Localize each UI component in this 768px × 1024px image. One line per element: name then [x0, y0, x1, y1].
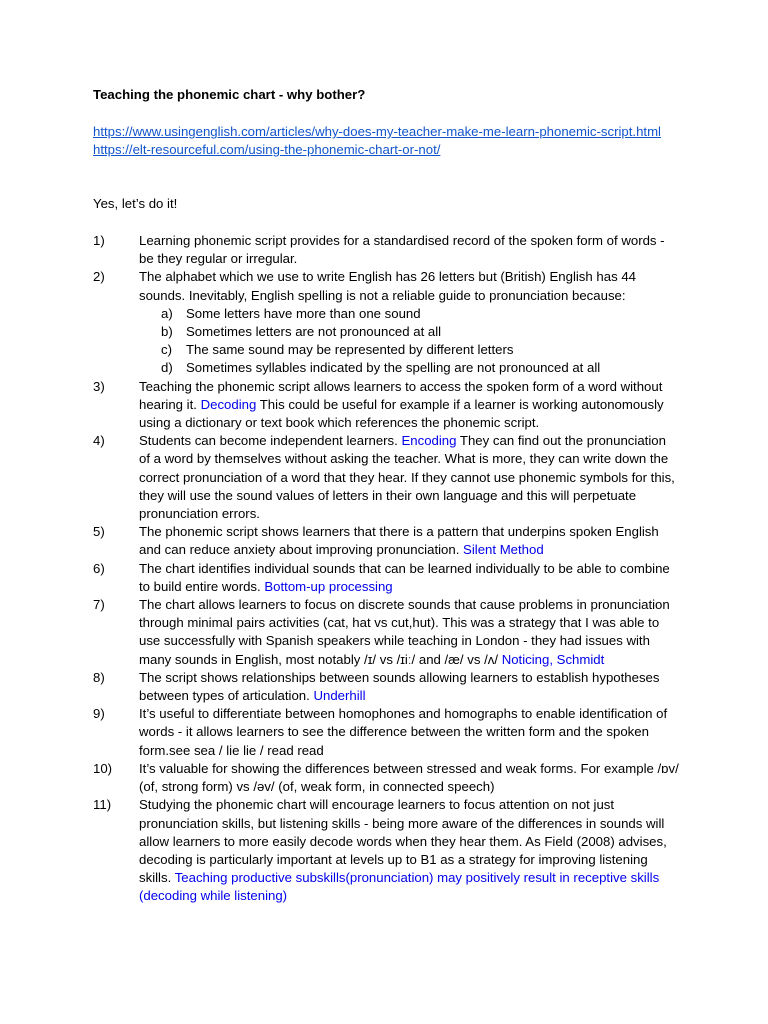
- list-text: Students can become independent learners.: [139, 433, 398, 449]
- list-text: Learning phonemic script provides for a standardised record of the spoken form of words - be they regular or irregular.: [139, 233, 665, 267]
- list-item: [0, 523, 679, 559]
- sub-list-item: [0, 341, 768, 359]
- list-number: 7): [93, 597, 105, 613]
- reference-tag: Underhill: [313, 688, 366, 704]
- link-usingenglish[interactable]: https://www.usingenglish.com/articles/why-does-my-teacher-make-me-learn-phonemic-script.html: [93, 124, 661, 139]
- list-text: The script shows relationships between sounds allowing learners to establish hypotheses between types of articulation.: [139, 669, 660, 704]
- list-number: 6): [93, 560, 105, 576]
- list-text: The chart identifies individual sounds that can be learned individually to be able to combine to build entire words.: [139, 560, 670, 594]
- reference-tag: Decoding: [200, 396, 257, 412]
- list-text: The alphabet which we use to write English has 26 letters but (British) English has 44 sounds. Inevitably, English spelling is not a reliable guide to pronunciation because:: [139, 269, 636, 303]
- list-item: [0, 432, 679, 523]
- sub-list-item: [0, 305, 768, 323]
- sub-list-item: [0, 359, 768, 377]
- list-number: 4): [93, 433, 105, 449]
- sub-list-text: Some letters have more than one sound: [186, 305, 421, 321]
- intro-text: Yes, let’s do it!: [93, 196, 178, 211]
- list-item: [0, 232, 679, 268]
- reference-tag: Teaching productive subskills(pronunciation) may positively result in receptive skills (decoding while listening): [139, 870, 660, 904]
- list-item: [0, 596, 679, 669]
- reference-tag: Noticing, Schmidt: [501, 651, 605, 667]
- list-number: 5): [93, 524, 105, 540]
- page-title: Teaching the phonemic chart - why bother?: [93, 87, 366, 102]
- list-number: 1): [93, 233, 105, 248]
- link-elt-resourceful[interactable]: https://elt-resourceful.com/using-the-phonemic-chart-or-not/: [93, 142, 441, 158]
- list-number: 8): [93, 669, 105, 685]
- sub-list-text: Sometimes letters are not pronounced at all: [186, 324, 442, 340]
- list-number: 9): [93, 706, 105, 722]
- list-text: It’s useful to differentiate between homophones and homographs to enable identification of words - it allows learners to see the difference between the written form and the spoken form.see sea / lie lie / read read: [139, 706, 668, 758]
- list-item: [0, 378, 679, 433]
- list-number: 3): [93, 378, 105, 394]
- list-text: The chart allows learners to focus on discrete sounds that cause problems in pronunciation through minimal pairs activities (cat, hat vs cut,hut). This was a strategy that I was able to use successfully with Spanish speakers while teaching in London - they had issues with many sounds in English, most notably /ɪ/ vs /ɪiː/ and /æ/ vs /ʌ/: [139, 597, 670, 667]
- list-item: [0, 796, 679, 905]
- list-text-continued: They can find out the pronunciation of a word by themselves without asking the teacher. What is more, they can write down the correct pronunciation of a word that they hear. If they cannot use phonemic symbols for this, they will use the sound values of letters in their own language and this will perpetuate pronunciation errors.: [139, 433, 675, 522]
- list-text: Teaching the phonemic script allows learners to access the spoken form of a word without hearing it.: [139, 378, 663, 412]
- sub-list-text: Sometimes syllables indicated by the spelling are not pronounced at all: [186, 360, 601, 376]
- list-item: [0, 705, 679, 760]
- list-number: 10): [93, 760, 113, 776]
- list-item: [0, 268, 679, 304]
- sub-list-letter: a): [161, 305, 173, 321]
- reference-tag: Bottom-up processing: [264, 578, 393, 594]
- list-item: [0, 760, 679, 796]
- list-text: Studying the phonemic chart will encourage learners to focus attention on not just pronunciation skills, but listening skills - being more aware of the differences in sounds will allow learners to more easily decode words when they hear them. As Field (2008) advises, decoding is particularly important at levels up to B1 as a strategy for improving listening skills.: [139, 797, 667, 886]
- sub-list-item: [0, 323, 768, 341]
- reference-tag: Silent Method: [463, 542, 544, 558]
- reference-links: [93, 123, 693, 159]
- list-number: 11): [93, 797, 112, 813]
- list-number: 2): [93, 269, 105, 285]
- reference-tag: Encoding: [401, 433, 457, 449]
- sub-list-text: The same sound may be represented by different letters: [186, 342, 514, 358]
- list-text: It’s valuable for showing the differences between stressed and weak forms. For example /ɒv/ (of, strong form) vs /əv/ (of, weak form, in connected speech): [139, 760, 679, 795]
- sub-list-letter: c): [161, 342, 172, 358]
- list-item: [0, 669, 679, 705]
- numbered-list: [0, 232, 768, 906]
- sub-list-letter: d): [161, 360, 173, 376]
- sub-list-letter: b): [161, 324, 173, 340]
- list-item: [0, 560, 679, 596]
- list-text: The phonemic script shows learners that there is a pattern that underpins spoken English and can reduce anxiety about improving pronunciation.: [139, 524, 659, 558]
- list-text-continued: This could be useful for example if a learner is working autonomously using a dictionary or text book which references the phonemic script.: [139, 396, 664, 431]
